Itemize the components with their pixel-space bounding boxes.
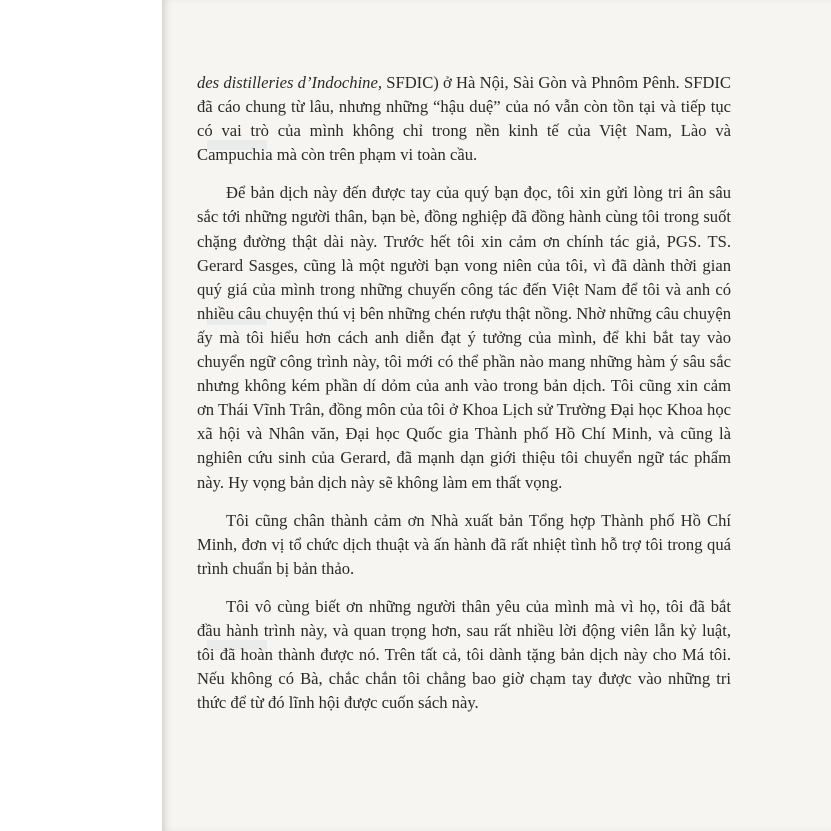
paragraph-1 [197, 71, 731, 167]
paragraph-4: Tôi vô cùng biết ơn những người thân yêu của mình mà vì họ, tôi đã bắt đầu hành trình này, và quan trọng hơn, sau rất nhiều lời động viên lẫn kỷ luật, tôi đã hoàn thành được nó. Trên tất cả, tôi dành tặng bản dịch này cho Má tôi. Nếu không có Bà, chắc chắn tôi chẳng bao giờ chạm tay được vào những tri thức để từ đó lĩnh hội được cuốn sách này. [197, 596, 731, 713]
paragraph-3: Tôi cũng chân thành cảm ơn Nhà xuất bản Tổng hợp Thành phố Hồ Chí Minh, đơn vị tổ chức dịch thuật và ấn hành đã rất nhiệt tình hỗ trợ tôi trong quá trình chuẩn bị bản thảo. [197, 510, 731, 578]
body-text [197, 71, 731, 729]
paragraph-2: Để bản dịch này đến được tay của quý bạn đọc, tôi xin gửi lòng tri ân sâu sắc tới những người thân, bạn bè, đồng nghiệp đã đồng hành cùng tôi trong suốt chặng đường thật dài này. Trước hết tôi xin cảm ơn chính tác giả, PGS. TS. Gerard Sasges, cũng là một người bạn vong niên của tôi, vì đã dành thời gian quý giá của mình trong những chuyến công tác đến Việt Nam để tôi và anh có nhiều câu chuyện thú vị bên những chén rượu thật nồng. Nhờ những câu chuyện ấy mà tôi hiểu hơn cách anh diễn đạt ý tưởng của mình, để khi bắt tay vào chuyển ngữ công trình này, tôi mới có thể phần nào mang những hàm ý sâu sắc nhưng không kém phần dí dỏm của anh vào trong bản dịch. Tôi cũng xin cảm ơn Thái Vĩnh Trân, đồng môn của tôi ở Khoa Lịch sử Trường Đại học Khoa học xã hội và Nhân văn, Đại học Quốc gia Thành phố Hồ Chí Minh, và cũng là nghiên cứu sinh của Gerard, đã mạnh dạn giới thiệu tôi chuyển ngữ tác phẩm này. Hy vọng bản dịch này sẽ không làm em thất vọng. [197, 183, 731, 492]
paragraph-1-text: SFDIC) ở Hà Nội, Sài Gòn và Phnôm Pênh. SFDIC đã cáo chung từ lâu, nhưng những “hậu duệ” của nó vẫn còn tồn tại và tiếp tục có vai trò của mình không chỉ trong nền kinh tế của Việt Nam, Lào và Campuchia mà còn trên phạm vi toàn cầu. [197, 73, 731, 165]
italic-phrase: des distilleries d’Indochine, [197, 73, 382, 92]
